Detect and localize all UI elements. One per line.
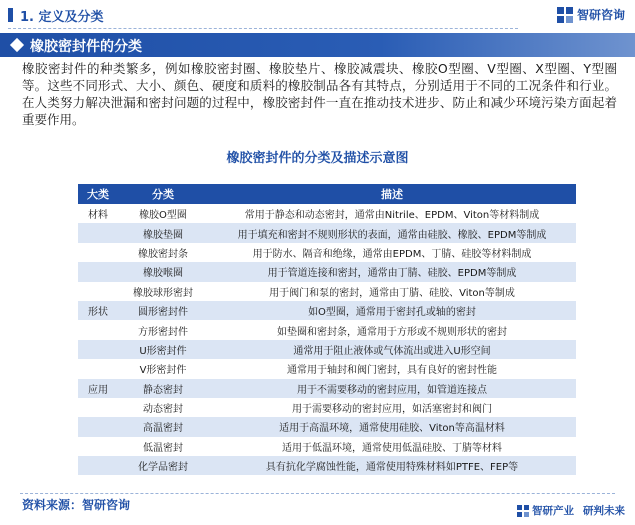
page-section-title: 1. 定义及分类	[20, 10, 104, 25]
row-category: 形状	[88, 307, 108, 319]
table-row	[78, 456, 576, 475]
row-type: 橡胶垫圈	[143, 229, 183, 241]
row-description: 适用于低温环境，通常使用低温硅胶、丁腈等材料	[282, 442, 502, 454]
footer-slogan: 研判未来	[583, 505, 625, 517]
row-category	[78, 282, 118, 301]
row-category: 材料	[88, 210, 108, 222]
row-category	[78, 340, 118, 359]
classification-table	[78, 184, 576, 475]
header-description: 描述	[381, 188, 403, 201]
table-row	[78, 301, 576, 320]
row-category: 应用	[88, 384, 108, 396]
table-row	[78, 379, 576, 398]
brand-name: 智研咨询	[576, 8, 625, 22]
table-row	[78, 262, 576, 281]
row-type: 橡胶O型圈	[139, 210, 187, 222]
title-accent-bar	[8, 8, 13, 22]
row-type: U形密封件	[139, 345, 187, 357]
row-description: 用于阀门和泵的密封，通常由丁腈、硅胶、Viton等制成	[269, 287, 515, 299]
row-description: 适用于高温环境，通常使用硅胶、Viton等高温材料	[279, 423, 505, 435]
row-category	[78, 262, 118, 281]
top-header	[0, 0, 635, 30]
row-type: 圆形密封件	[138, 307, 188, 319]
zhiyan-logo-icon	[557, 7, 573, 23]
brand	[557, 6, 625, 23]
footer-divider	[20, 493, 615, 494]
row-type: 静态密封	[143, 384, 183, 396]
table-row	[78, 320, 576, 339]
section-title: 橡胶密封件的分类	[30, 39, 142, 55]
row-type: 化学品密封	[138, 462, 188, 474]
row-category	[78, 320, 118, 339]
row-type: 动态密封	[143, 404, 183, 416]
row-category	[78, 437, 118, 456]
table-row	[78, 243, 576, 262]
row-type: 低温密封	[143, 442, 183, 454]
row-description: 常用于静态和动态密封，通常由Nitrile、EPDM、Viton等材料制成	[244, 210, 540, 222]
row-description: 用于不需要移动的密封应用，如管道连接点	[297, 384, 487, 396]
row-description: 如O型圈，通常用于密封孔或轴的密封	[308, 307, 476, 319]
row-description: 用于填充和密封不规则形状的表面，通常由硅胶、橡胶、EPDM等制成	[237, 229, 547, 241]
row-type: 橡胶密封条	[138, 248, 188, 260]
table-title: 橡胶密封件的分类及描述示意图	[226, 151, 409, 166]
diamond-icon	[10, 38, 24, 52]
row-description: 用于防水、隔音和绝缘，通常由EPDM、丁腈、硅胶等材料制成	[252, 248, 532, 260]
row-description: 用于需要移动的密封应用，如活塞密封和阀门	[292, 404, 492, 416]
row-category	[78, 243, 118, 262]
footer-brand-name: 智研产业	[532, 505, 574, 517]
intro-paragraph: 橡胶密封件的种类繁多，例如橡胶密封圈、橡胶垫片、橡胶减震块、橡胶O型圈、V型圈、X型圈、Y型圈等。这些不同形式、大小、颜色、硬度和质料的橡胶制品各有其特点，分别适用于不同的工况条件和行业。在人类努力解决泄漏和密封问题的过程中，橡胶密封件一直在推动技术进步、防止和减少环境污染方面起着重要作用。	[22, 61, 617, 127]
row-description: 通常用于轴封和阀门密封，具有良好的密封性能	[287, 365, 497, 377]
row-type: V形密封件	[139, 365, 187, 377]
table-row	[78, 223, 576, 242]
row-description: 用于管道连接和密封，通常由丁腈、硅胶、EPDM等制成	[267, 268, 517, 280]
header-category: 大类	[87, 188, 109, 201]
zhiyan-small-logo-icon	[517, 505, 529, 517]
row-type: 高温密封	[143, 423, 183, 435]
row-category	[78, 456, 118, 475]
source-note: 资料来源：智研咨询	[22, 498, 131, 512]
row-description: 通常用于阻止液体或气体流出或进入U形空间	[293, 345, 491, 357]
table-body	[78, 204, 576, 475]
table-row	[78, 398, 576, 417]
table-row	[78, 340, 576, 359]
row-category	[78, 398, 118, 417]
row-category	[78, 223, 118, 242]
row-type: 方形密封件	[138, 326, 188, 338]
row-description: 具有抗化学腐蚀性能，通常使用特殊材料如PTFE、FEP等	[265, 462, 519, 474]
section-header	[0, 33, 635, 57]
table-row	[78, 417, 576, 436]
footer-brand	[517, 503, 625, 518]
table-row	[78, 204, 576, 223]
row-type: 橡胶球形密封	[133, 287, 193, 299]
table-row	[78, 437, 576, 456]
table-row	[78, 282, 576, 301]
row-type: 橡胶喉圈	[143, 268, 183, 280]
table-row	[78, 359, 576, 378]
table-header	[78, 184, 576, 204]
row-category	[78, 417, 118, 436]
row-description: 如垫圈和密封条，通常用于方形或不规则形状的密封	[277, 326, 507, 338]
row-category	[78, 359, 118, 378]
header-type: 分类	[152, 188, 174, 201]
header-divider	[8, 28, 518, 29]
